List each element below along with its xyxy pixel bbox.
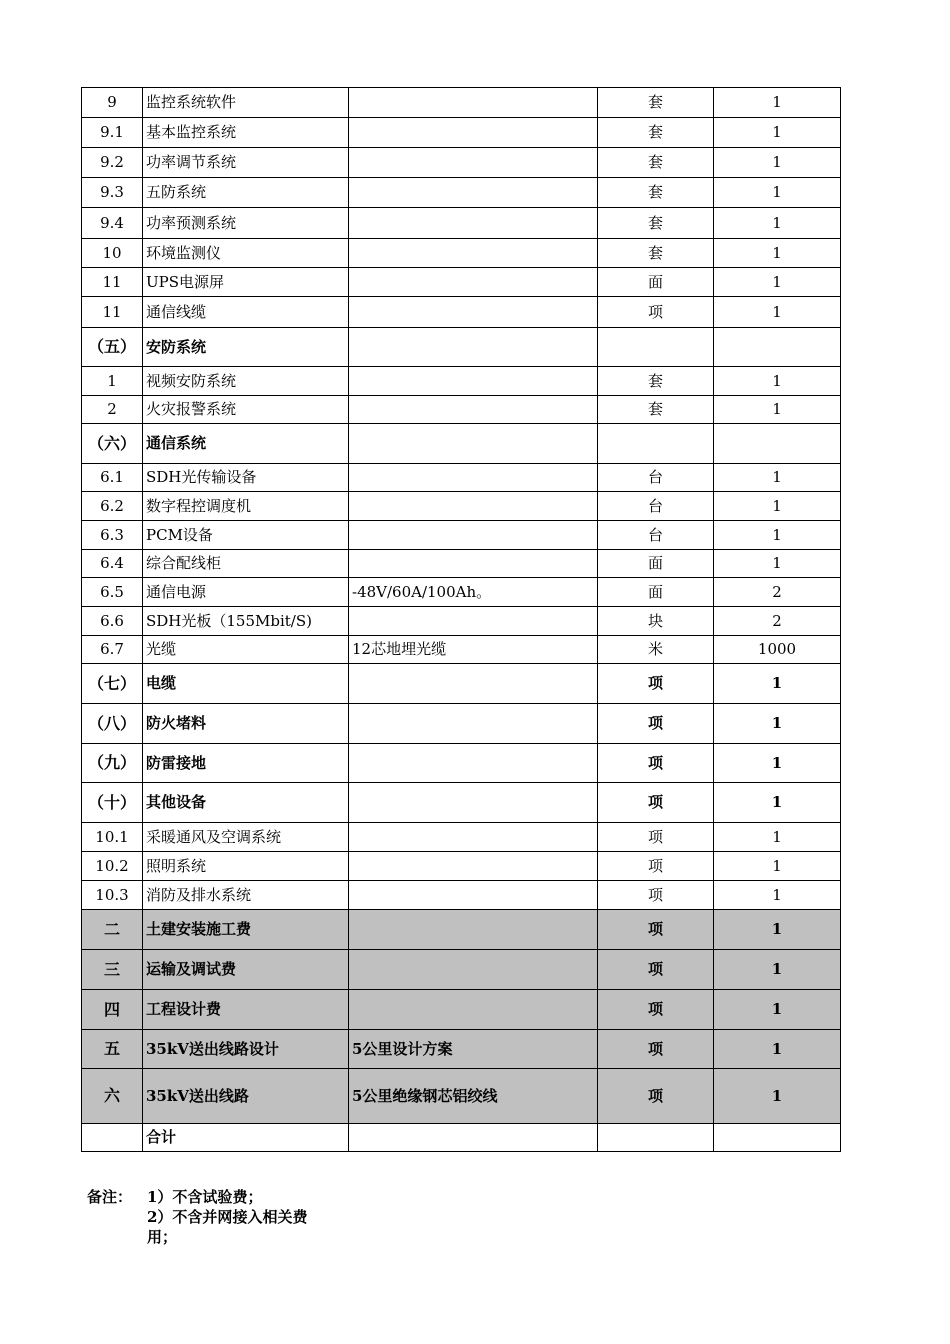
cell-quantity: 1 [714,1030,841,1069]
cell-item-no: 三 [82,950,143,990]
cell-unit: 台 [598,521,714,550]
table-row [82,178,841,208]
cell-spec [349,550,598,578]
remarks-label: 备注： [87,1188,133,1206]
cell-quantity: 1 [714,783,841,823]
cell-quantity: 1 [714,744,841,783]
cell-quantity: 1 [714,704,841,744]
cell-quantity: 1 [714,239,841,268]
table-row [82,852,841,881]
cell-unit: 项 [598,910,714,950]
table-row [82,783,841,823]
cell-unit: 台 [598,464,714,492]
cell-quantity: 1 [714,297,841,328]
cell-item-name: 数字程控调度机 [143,492,349,521]
cell-item-name: 功率预测系统 [143,208,349,239]
table-row [82,268,841,297]
cell-spec [349,268,598,297]
cell-item-no: （六） [82,424,143,464]
cell-item-no: 6.5 [82,578,143,607]
table-row [82,744,841,783]
cell-item-name: 光缆 [143,636,349,664]
cell-spec [349,1124,598,1152]
cell-quantity: 1 [714,550,841,578]
cell-item-no: 10 [82,239,143,268]
cell-unit: 套 [598,239,714,268]
table-row [82,118,841,148]
cell-spec [349,664,598,704]
cell-quantity: 1 [714,492,841,521]
cell-item-name: 35kV送出线路设计 [143,1030,349,1069]
cell-unit: 套 [598,367,714,396]
cell-item-no [82,1124,143,1152]
cell-item-no: 六 [82,1069,143,1124]
cell-item-name: 通信电源 [143,578,349,607]
cell-item-name: 电缆 [143,664,349,704]
cell-unit: 项 [598,744,714,783]
cell-quantity [714,424,841,464]
cell-item-no: 9 [82,88,143,118]
cell-item-name: SDH光传输设备 [143,464,349,492]
cell-spec [349,148,598,178]
cell-item-no: 6.7 [82,636,143,664]
cell-item-no: （十） [82,783,143,823]
table-row [82,704,841,744]
cell-spec [349,881,598,910]
cell-spec: 5公里绝缘钢芯铝绞线 [349,1069,598,1124]
cell-item-name: 环境监测仪 [143,239,349,268]
cell-quantity: 1 [714,1069,841,1124]
cell-unit: 面 [598,578,714,607]
table-row [82,881,841,910]
cell-spec [349,328,598,367]
cell-unit: 项 [598,852,714,881]
cell-quantity: 1 [714,823,841,852]
cell-spec [349,178,598,208]
cell-unit: 套 [598,88,714,118]
table-row [82,297,841,328]
table-row [82,1069,841,1124]
cell-item-no: 10.2 [82,852,143,881]
cell-item-name: 监控系统软件 [143,88,349,118]
cell-spec [349,852,598,881]
table-row [82,578,841,607]
cell-item-no: 6.3 [82,521,143,550]
cell-item-name: PCM设备 [143,521,349,550]
cell-unit: 套 [598,178,714,208]
cell-item-name: 通信系统 [143,424,349,464]
cell-item-name: 安防系统 [143,328,349,367]
cell-quantity: 1 [714,396,841,424]
remark-item: 1）不含试验费； [147,1188,263,1206]
cell-unit [598,424,714,464]
cell-item-name: 综合配线柜 [143,550,349,578]
cell-quantity: 1 [714,910,841,950]
table-row [82,664,841,704]
cell-unit: 面 [598,550,714,578]
cell-spec [349,823,598,852]
table-row [82,550,841,578]
cell-item-no: 6.4 [82,550,143,578]
cell-item-no: 1 [82,367,143,396]
cell-item-no: 10.3 [82,881,143,910]
cell-quantity: 1 [714,664,841,704]
table-row [82,328,841,367]
cell-item-name: 功率调节系统 [143,148,349,178]
table-row [82,1124,841,1152]
remark-item: 2）不含并网接入相关费 [147,1208,308,1226]
cell-quantity: 1000 [714,636,841,664]
cell-unit: 项 [598,1030,714,1069]
cell-item-name: 合计 [143,1124,349,1152]
cell-item-no: 6.1 [82,464,143,492]
cell-item-name: 土建安装施工费 [143,910,349,950]
cell-item-name: 照明系统 [143,852,349,881]
table-row [82,492,841,521]
cell-spec [349,783,598,823]
cell-unit: 套 [598,118,714,148]
cost-table-body [82,88,841,1152]
cell-item-no: （五） [82,328,143,367]
cell-item-no: 二 [82,910,143,950]
cell-quantity [714,1124,841,1152]
table-row [82,208,841,239]
cell-item-name: 消防及排水系统 [143,881,349,910]
cell-unit: 米 [598,636,714,664]
cell-spec [349,744,598,783]
cell-spec [349,239,598,268]
cell-unit: 项 [598,881,714,910]
cell-unit: 块 [598,607,714,636]
cell-spec: 12芯地埋光缆 [349,636,598,664]
table-row [82,1030,841,1069]
cell-item-no: 四 [82,990,143,1030]
table-row [82,148,841,178]
cell-item-no: 2 [82,396,143,424]
cell-item-no: （九） [82,744,143,783]
cell-unit: 面 [598,268,714,297]
cell-item-name: UPS电源屏 [143,268,349,297]
cell-quantity [714,328,841,367]
cell-unit: 套 [598,148,714,178]
cell-item-name: 35kV送出线路 [143,1069,349,1124]
cell-spec [349,208,598,239]
table-row [82,990,841,1030]
cell-unit: 项 [598,1069,714,1124]
cell-spec [349,492,598,521]
cell-item-no: 9.1 [82,118,143,148]
cell-item-name: 基本监控系统 [143,118,349,148]
table-row [82,396,841,424]
table-row [82,239,841,268]
cell-item-no: 五 [82,1030,143,1069]
table-row [82,910,841,950]
cell-item-no: （七） [82,664,143,704]
cell-item-no: 9.4 [82,208,143,239]
cell-spec [349,704,598,744]
cell-item-name: 工程设计费 [143,990,349,1030]
cell-quantity: 1 [714,367,841,396]
cell-spec [349,118,598,148]
remark-item: 用； [147,1228,178,1246]
cell-item-name: 运输及调试费 [143,950,349,990]
cell-spec [349,464,598,492]
cell-spec [349,367,598,396]
cell-item-no: （八） [82,704,143,744]
table-row [82,607,841,636]
cell-quantity: 2 [714,578,841,607]
cell-spec [349,521,598,550]
cell-unit: 项 [598,664,714,704]
cell-spec [349,910,598,950]
cell-quantity: 1 [714,990,841,1030]
cell-spec [349,424,598,464]
cell-unit: 台 [598,492,714,521]
cell-unit: 项 [598,704,714,744]
cell-quantity: 1 [714,464,841,492]
table-row [82,424,841,464]
cell-spec: 5公里设计方案 [349,1030,598,1069]
table-row [82,823,841,852]
cell-quantity: 1 [714,118,841,148]
cell-spec: -48V/60A/100Ah。 [349,578,598,607]
cell-quantity: 1 [714,88,841,118]
cell-spec [349,396,598,424]
cell-unit: 项 [598,950,714,990]
cell-unit [598,328,714,367]
cell-item-name: 五防系统 [143,178,349,208]
cell-item-no: 9.3 [82,178,143,208]
cell-unit [598,1124,714,1152]
cost-table [81,87,841,1152]
cell-item-name: SDH光板（155Mbit/S) [143,607,349,636]
cell-item-name: 防雷接地 [143,744,349,783]
cell-item-no: 10.1 [82,823,143,852]
cell-item-no: 6.6 [82,607,143,636]
cell-quantity: 1 [714,178,841,208]
cell-spec [349,607,598,636]
cell-unit: 套 [598,208,714,239]
cell-item-name: 火灾报警系统 [143,396,349,424]
cell-item-name: 视频安防系统 [143,367,349,396]
cell-quantity: 1 [714,268,841,297]
table-row [82,636,841,664]
cell-unit: 项 [598,990,714,1030]
table-row [82,521,841,550]
cell-spec [349,297,598,328]
cell-unit: 项 [598,783,714,823]
cell-item-no: 6.2 [82,492,143,521]
cell-unit: 项 [598,823,714,852]
cell-unit: 套 [598,396,714,424]
table-row [82,464,841,492]
cell-item-name: 防火堵料 [143,704,349,744]
cell-quantity: 1 [714,881,841,910]
cell-quantity: 1 [714,148,841,178]
cell-item-no: 11 [82,297,143,328]
cell-quantity: 1 [714,950,841,990]
cell-item-no: 11 [82,268,143,297]
cell-quantity: 1 [714,521,841,550]
cell-item-name: 其他设备 [143,783,349,823]
cell-spec [349,950,598,990]
table-row [82,950,841,990]
cell-quantity: 1 [714,208,841,239]
table-row [82,88,841,118]
cell-item-name: 采暖通风及空调系统 [143,823,349,852]
cell-unit: 项 [598,297,714,328]
table-row [82,367,841,396]
cell-quantity: 1 [714,852,841,881]
cell-quantity: 2 [714,607,841,636]
remarks-items [147,1187,347,1247]
cell-item-no: 9.2 [82,148,143,178]
cell-spec [349,990,598,1030]
cell-item-name: 通信线缆 [143,297,349,328]
cell-spec [349,88,598,118]
